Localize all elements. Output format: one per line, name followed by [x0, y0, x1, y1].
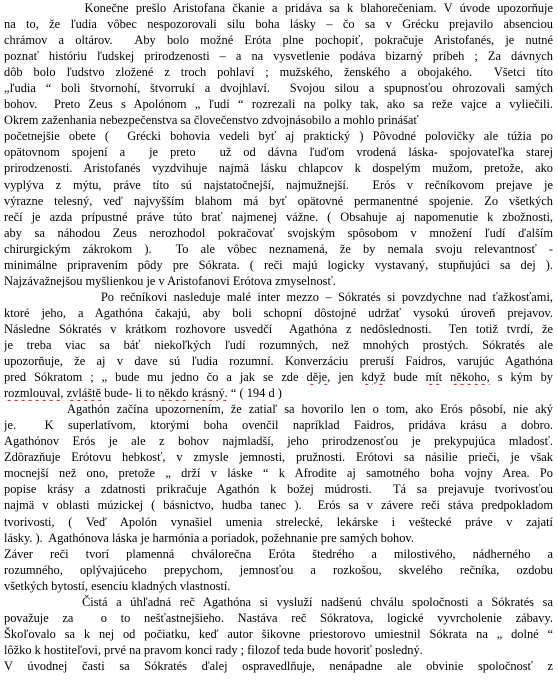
text-line: Najzávažnejšou myšlienkou je v Aristofanovi Erótova zmyselnosť.: [4, 273, 336, 288]
text-line: všetkých bytostí, esenciu kladných vlastností.: [4, 578, 231, 593]
text-line: Čistá a úhľadná reč Agathóna si vysluží nadšenú chválu spoločnosti a Sókratés sa: [4, 594, 553, 609]
text-line: lásky. ). Agathónova láska je harmónia a poriadok, požehnanie pre samých bohov.: [4, 530, 414, 545]
text-line: upozorňuje, že aj v dave sú ľudia rozumní. Konverzáciu preruší Faidros, varujúc Agathóna: [4, 354, 553, 369]
spellcheck-underline: zvláště: [66, 386, 102, 401]
text-line: rozumného, oplývajúceho prepychom, jemnosťou a rozkošou, skvelého rečníka, ozdobu: [4, 562, 553, 577]
text-line: Agathónov Erós je ale z bohov najmladší, jeho prirodzenosťou je prekypujúca mladosť.: [4, 434, 553, 449]
text-line: Agathón začína upozornením, že zatiaľ sa hovorilo len o tom, ako Erós pôsobí, nie aký: [4, 402, 553, 417]
text-line: výrazne telesný, veď najvyšším blahom má byť opätovné permanentné spojenie. Zo všetkých: [4, 193, 553, 208]
text-line: považuje za o to nešťastnejšieho. Nastáva reč Sókratova, logické vyvrcholenie zábavy.: [4, 610, 553, 625]
text-line: Po rečníkovi nasleduje malé inter mezzo – Sókratés si povzdychne nad ťažkosťami,: [4, 289, 553, 304]
text-line: rečí je azda prípustné práve túto brať najmenej vážne. ( Obsahuje aj napomenutie k zbožnosti,: [4, 209, 553, 224]
text-line: opätovnom spojení a je preto už od dávna ľuďom vrodená láska- spojovateľka starej: [4, 145, 553, 160]
text-line: lôžko k hostiteľovi, prvé na pravom konci rady ; filozof teda bude hovoriť posledný.: [4, 642, 423, 657]
text-line: pred Sókratom ; „ bude mu jedno čo a jak se zde děje, jen když bude mít někoho, s kým by: [4, 370, 553, 385]
text-line: „ľudia “ boli štvornohí, štvorrukí a dvojhlaví. Svojou silou a spupnosťou ohrozovali samých: [4, 81, 553, 96]
text-line: je treba viac sa báť niekoľkých ľudí rozumných, než mnohých prostých. Sókratés ale: [4, 337, 553, 352]
spellcheck-underline: někoho,: [450, 370, 490, 385]
text-line: chirurgickým zákrokom ). To ale vôbec neznamená, že by nemala svoju relevantnosť -: [4, 241, 553, 256]
text-line: V úvodnej časti sa Sókratés ďalej ospravedlňuje, nenápadne ale obvinie spoločnosť z: [4, 658, 553, 673]
text-line: popise krásy a zdatnosti prikračuje Agathón k božej múdrosti. Tá sa prejavuje tvorivosťou: [4, 482, 553, 497]
document-body: [4, 0, 553, 674]
text-line: najmä v oblasti múzickej ( básnictvo, hudba tanec ). Erós sa v závere reči stáva predpokladom: [4, 498, 553, 513]
text-line: je. K superlatívom, ktorými boha ovenčil napríklad Faidros, pridáva krásu a dobro.: [4, 418, 553, 433]
spellcheck-underline: rozmlouval,: [4, 386, 64, 401]
text-line: Následne Sókratés v krátkom rozhovore usvedčí Agathóna z nedôslednosti. Ten totiž tvrdí, že: [4, 321, 553, 336]
spellcheck-underline: když: [361, 370, 386, 385]
text-line: prirodzenosti. Aristofanés vyzdvihuje najmä lásku chlapcov k dospelým mužom, pretože, ako: [4, 161, 553, 176]
spellcheck-underline: mít: [425, 370, 443, 385]
text-line: tvorivosti, ( Veď Apolón vynašiel umenia strelecké, lekárske i veštecké práve v zajatí: [4, 514, 553, 529]
text-line: mocnejší než ono, pretože „ drží v láske “ k Afrodite aj samotného boha vojny Area. Po: [4, 466, 553, 481]
text-line: Zdôrazňuje Erótovu hebkosť, v zmysle jemnosti, pružnosti. Erótovi sa násilie prieči, je však: [4, 450, 553, 465]
text-line: dôb bolo ľudstvo zložené z troch pohlaví ; mužského, ženského a obojakého. Všetci títo: [4, 65, 553, 80]
text-line: chrámov a oltárov. Aby bolo možné Eróta plne pochopiť, pokračuje Aristofanés, je nutné: [4, 33, 553, 48]
text-line: vyplýva z mýtu, práve títo sú najstatočnejší, najmužnejší. Erós v rečníkovom prejave je: [4, 177, 553, 192]
text-line: ktoré jeho, a Agathóna čakajú, aby boli schopní dôstojné udržať vysokú úroveň prejavov.: [4, 305, 553, 320]
spellcheck-underline: krásný.: [191, 386, 228, 401]
text-line: poznať históriu ľudskej prirodzenosti – a na vysvetlenie podáva bizarný príbeh ; Za dávnych: [4, 49, 553, 64]
text-line: na to, že ľudia vôbec nespozorovali silu boha lásky – čo sa v Grécku prejavilo absenciou: [4, 17, 553, 32]
text-line: rozmlouval, zvláště bude- li to někdo krásný. “ ( 194 d ): [4, 386, 282, 401]
text-line: početnejšie obete ( Grécki bohovia vedeli byť aj praktický ) Pôvodné polovičky ale túžia po: [4, 129, 553, 144]
text-line: Okrem zaženhania nebezpečenstva sa človečenstvo zdvojnásobilo a mohlo prinášať: [4, 113, 419, 128]
text-line: Záver reči tvorí plamenná chválorečna Eróta štedrého a milostivého, nádherného a: [4, 546, 553, 561]
spellcheck-underline: děje,: [306, 370, 331, 385]
text-line: Škoľovalo sa k nej od počiatku, keď autor šikovne priestorovo umiestnil Sókrata na „ dolné “: [4, 626, 553, 641]
text-line: bohov. Preto Zeus s Apolónom „ ľudí “ rozrezali na polky tak, ako sa reže vajce a vyliečili.: [4, 97, 553, 112]
text-line: Konečne prešlo Aristofana čkanie a pridáva sa k blahorečeniam. V úvode upozorňuje: [4, 1, 553, 15]
text-line: aby sa náhodou Zeus nerozhodol pokračovať svojským spôsobom v množení ľudí ďalším: [4, 225, 553, 240]
text-line: minimálne pripravením pôdy pre Sókrata. ( reči majú logicky vystavaný, stupňujúci sa dej ).: [4, 257, 553, 272]
spellcheck-underline: někdo: [158, 386, 189, 401]
